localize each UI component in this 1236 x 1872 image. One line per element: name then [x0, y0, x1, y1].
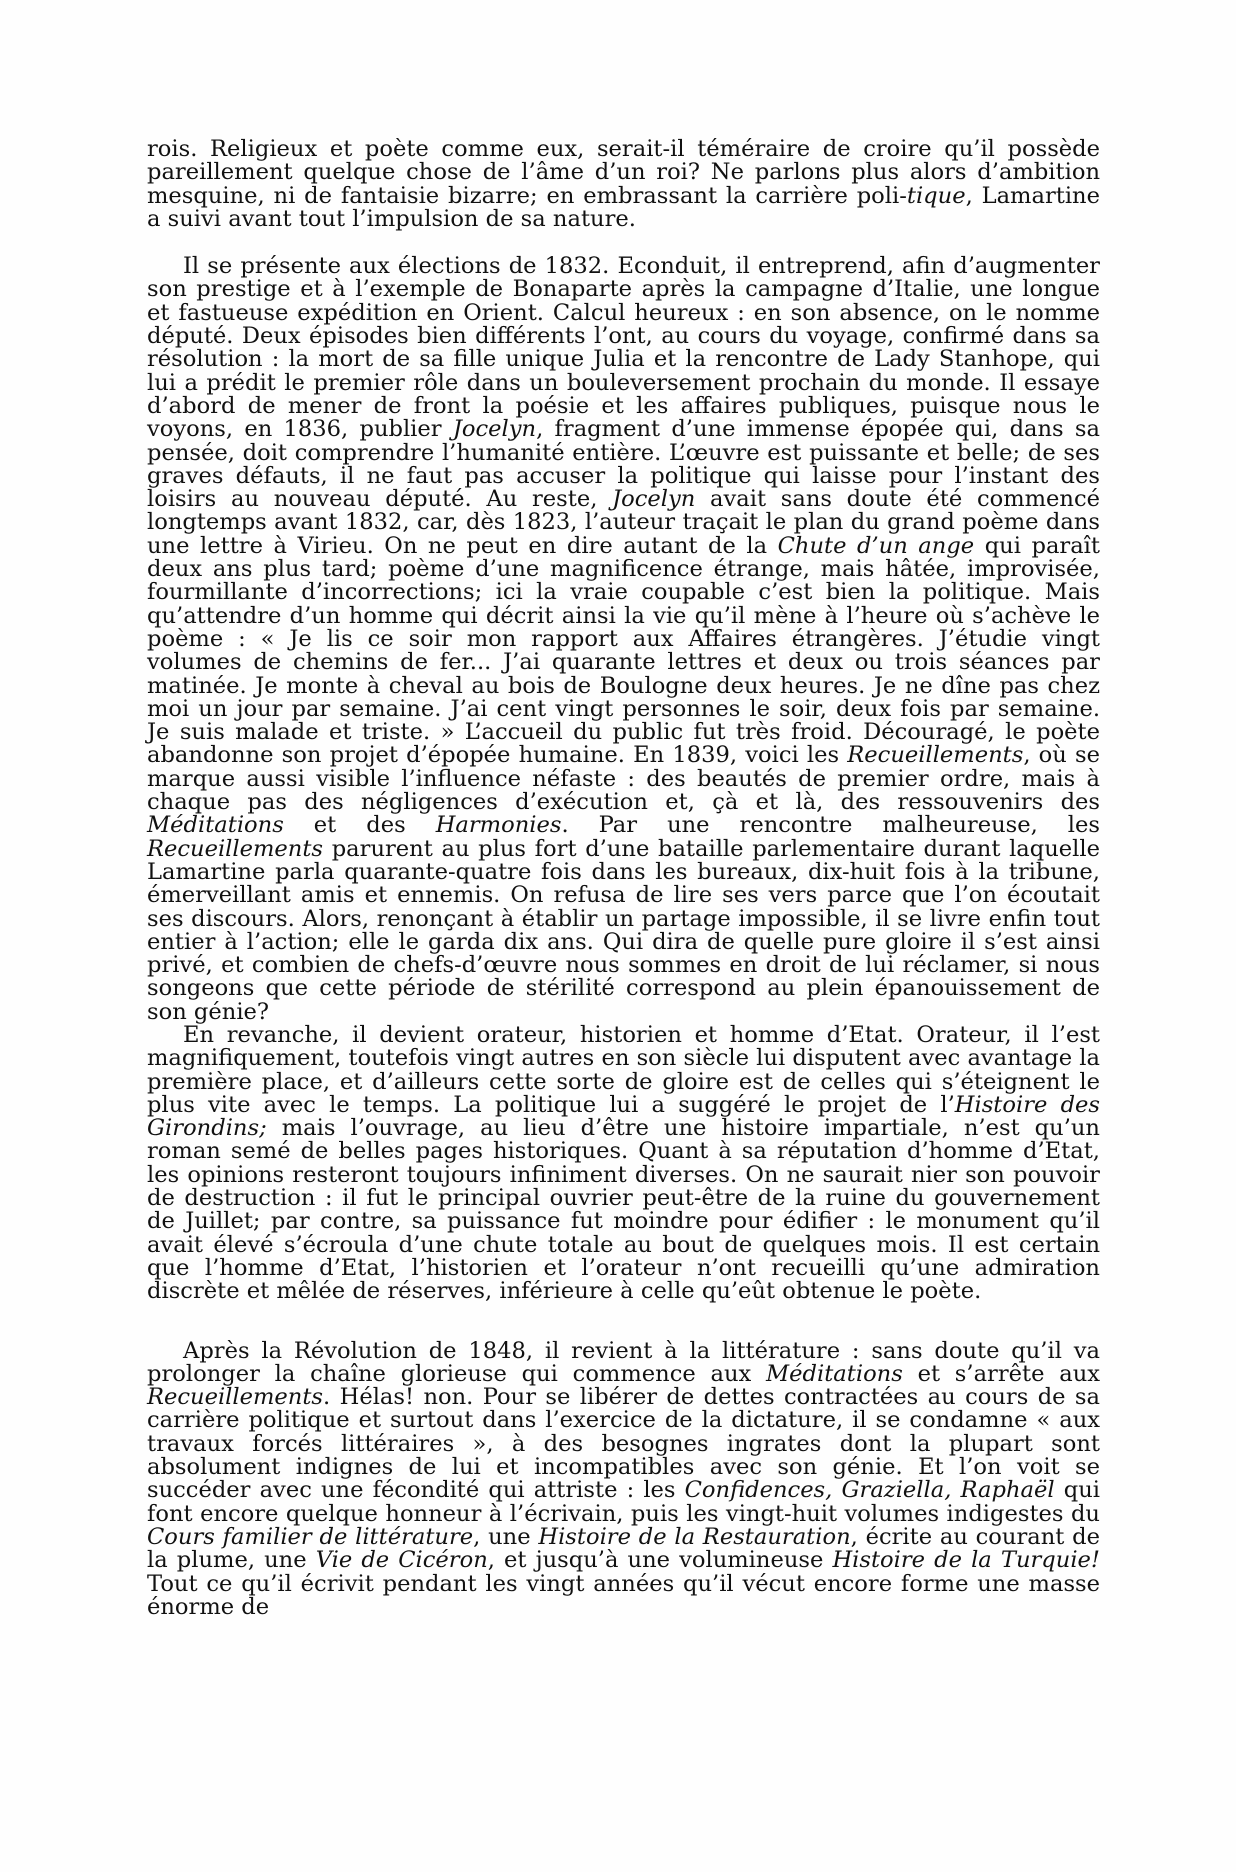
text-run: parurent au plus fort d’une bataille parlementaire durant laquelle Lamartine parla quarante-quatre fois dans les bureaux, dix-huit fois à la tribune, émerveillant amis et ennemis. On refusa de lire ses vers parce que l’on écoutait ses discours. Alors, renonçant à établir un partage impossible, il se livre enfin tout entier à l’action; elle le garda dix ans. Qui dira de quelle pure gloire il s’est ainsi privé, et combien de chefs-d’œuvre nous sommes en droit de lui réclamer, si nous songeons que cette période de stérilité correspond au plein épanouissement de son génie? — [147, 835, 1100, 1025]
italic-run: Chute d’un ange — [777, 532, 975, 559]
paragraph-4 — [147, 1337, 1101, 1620]
italic-run: Harmonies — [435, 812, 562, 839]
text-run: . Par une rencontre malheureuse, les — [561, 812, 1100, 839]
italic-run: tique — [906, 182, 966, 209]
italic-run: Jocelyn — [452, 416, 537, 443]
italic-run: Confidences, Graziella, Raphaël — [684, 1477, 1055, 1504]
text-run: et des — [283, 812, 436, 839]
text-run: , une — [473, 1523, 539, 1550]
italic-run: Recueillements — [147, 1384, 324, 1411]
italic-run: Jocelyn — [612, 486, 696, 513]
text-run: avait sans doute été commencé longtemps avant 1832, car, dès 1823, l’auteur traçait le plan du grand poème dans une lettre à Virieu. On ne peut en dire autant de la — [147, 486, 1101, 559]
body-text — [147, 138, 1100, 1619]
text-run: Après la Révolution de 1848, il revient à la littérature : sans doute qu’il va prolonger la chaîne glorieuse qui commence aux — [147, 1337, 1100, 1387]
italic-run: Histoire de la Restauration — [538, 1523, 851, 1550]
text-run: Tout ce qu’il écrivit pendant les vingt années qu’il vécut encore forme une masse énorme de — [147, 1570, 1100, 1620]
italic-run: Méditations — [147, 812, 284, 839]
paragraph-3 — [147, 1021, 1100, 1305]
text-run: , et jusqu’à une volumineuse — [487, 1547, 833, 1574]
text-run: , Lamartine a suivi avant tout l’impulsion de sa nature. — [147, 182, 1100, 232]
text-run: et s’arrête aux — [902, 1360, 1101, 1387]
paragraph-1 — [147, 138, 1100, 231]
italic-run: Méditations — [766, 1360, 903, 1387]
italic-run: Histoire des Girondins; — [147, 1091, 1100, 1142]
text-run: qui paraît deux ans plus tard; poème d’une magnificence étrange, mais hâtée, improvisée, fourmillante d’incorrections; ici la vraie coupable c’est bien la politique. Mais qu’attendre d’un homme qui décrit ainsi la vie qu’il mène à l’heure où s’achève le poème : « Je lis ce soir mon rapport aux Affaires étrangères. J’étudie vingt volumes de chemins de fer... J’ai quarante lettres et deux ou trois séances par matinée. Je monte à cheval au bois de Boulogne deux heures. Je ne dîne pas chez moi un jour par semaine. J’ai cent vingt personnes le soir, deux fois par semaine. Je suis malade et triste. » L’accueil du public fut très froid. Découragé, le poète abandonne son projet d’épopée humaine. En 1839, voici les — [147, 532, 1100, 769]
italic-run: Vie de Cicéron — [315, 1547, 488, 1574]
paragraph-2 — [147, 255, 1100, 1024]
text-run: qui font encore quelque honneur à l’écrivain, puis les vingt-huit volumes indigestes du — [147, 1477, 1100, 1527]
text-run: , écrite au courant de la plume, une — [147, 1523, 1100, 1574]
italic-run: Recueillements — [147, 835, 324, 862]
italic-run: Cours familier de littérature — [147, 1523, 474, 1550]
text-run: En revanche, il devient orateur, historien et homme d’Etat. Orateur, il l’est magnifiquement, toutefois vingt autres en son siècle lui disputent avec avantage la première place, et d’ailleurs cette sorte de gloire est de celles qui s’éteignent le plus vite avec le temps. La politique lui a suggéré le projet de l’ — [147, 1021, 1100, 1118]
text-run: . Hélas! non. Pour se libérer de dettes contractées au cours de sa carrière politique et surtout dans l’exercice de la dictature, il se condamne « aux travaux forcés littéraires », à des besognes ingrates dont la plupart sont absolument indignes de lui et incompatibles avec son génie. Et l’on voit se succéder avec une fécondité qui attriste : les — [147, 1384, 1100, 1504]
italic-run: Histoire de la Turquie! — [832, 1547, 1100, 1574]
text-run: mais l’ouvrage, au lieu d’être une histoire impartiale, n’est qu’un roman semé de belles pages historiques. Quant à sa réputation d’homme d’Etat, les opinions resteront toujours infiniment diverses. On ne saurait nier son pouvoir de destruction : il fut le principal ouvrier peut-être de la ruine du gouvernement de Juillet; par contre, sa puissance fut moindre pour édifier : le monument qu’il avait élevé s’écroula d’une chute totale au bout de quelques mois. Il est certain que l’homme d’Etat, l’historien et l’orateur n’ont recueilli qu’une admiration discrète et mêlée de réserves, inférieure à celle qu’eût obtenue le poète. — [147, 1115, 1100, 1305]
text-run: , fragment d’une immense épopée qui, dans sa pensée, doit comprendre l’humanité entière. L’œuvre est puissante et belle; de ses graves défauts, il ne faut pas accuser la politique qui laisse pour l’instant des loisirs au nouveau député. Au reste, — [147, 416, 1100, 513]
text-run: rois. Religieux et poète comme eux, serait-il téméraire de croire qu’il possède pareillement quelque chose de l’âme d’un roi? Ne parlons plus alors d’ambition mesquine, ni de fantaisie bizarre; en embrassant la carrière poli- — [147, 136, 1100, 209]
text-run: , où se marque aussi visible l’influence néfaste : des beautés de premier ordre, mais à chaque pas des négligences d’exécution et, çà et là, des ressouvenirs des — [147, 742, 1100, 816]
italic-run: Recueillements — [847, 742, 1024, 769]
text-run: Il se présente aux élections de 1832. Econduit, il entreprend, afin d’augmenter son prestige et à l’exemple de Bonaparte après la campagne d’Italie, une longue et fastueuse expédition en Orient. Calcul heureux : en son absence, on le nomme député. Deux épisodes bien différents l’ont, au cours du voyage, confirmé dans sa résolution : la mort de sa fille unique Julia et la rencontre de Lady Stanhope, qui lui a prédit le premier rôle dans un bouleversement prochain du monde. Il essaye d’abord de mener de front la poésie et les affaires publiques, puisque nous le voyons, en 1836, publier — [147, 253, 1100, 443]
